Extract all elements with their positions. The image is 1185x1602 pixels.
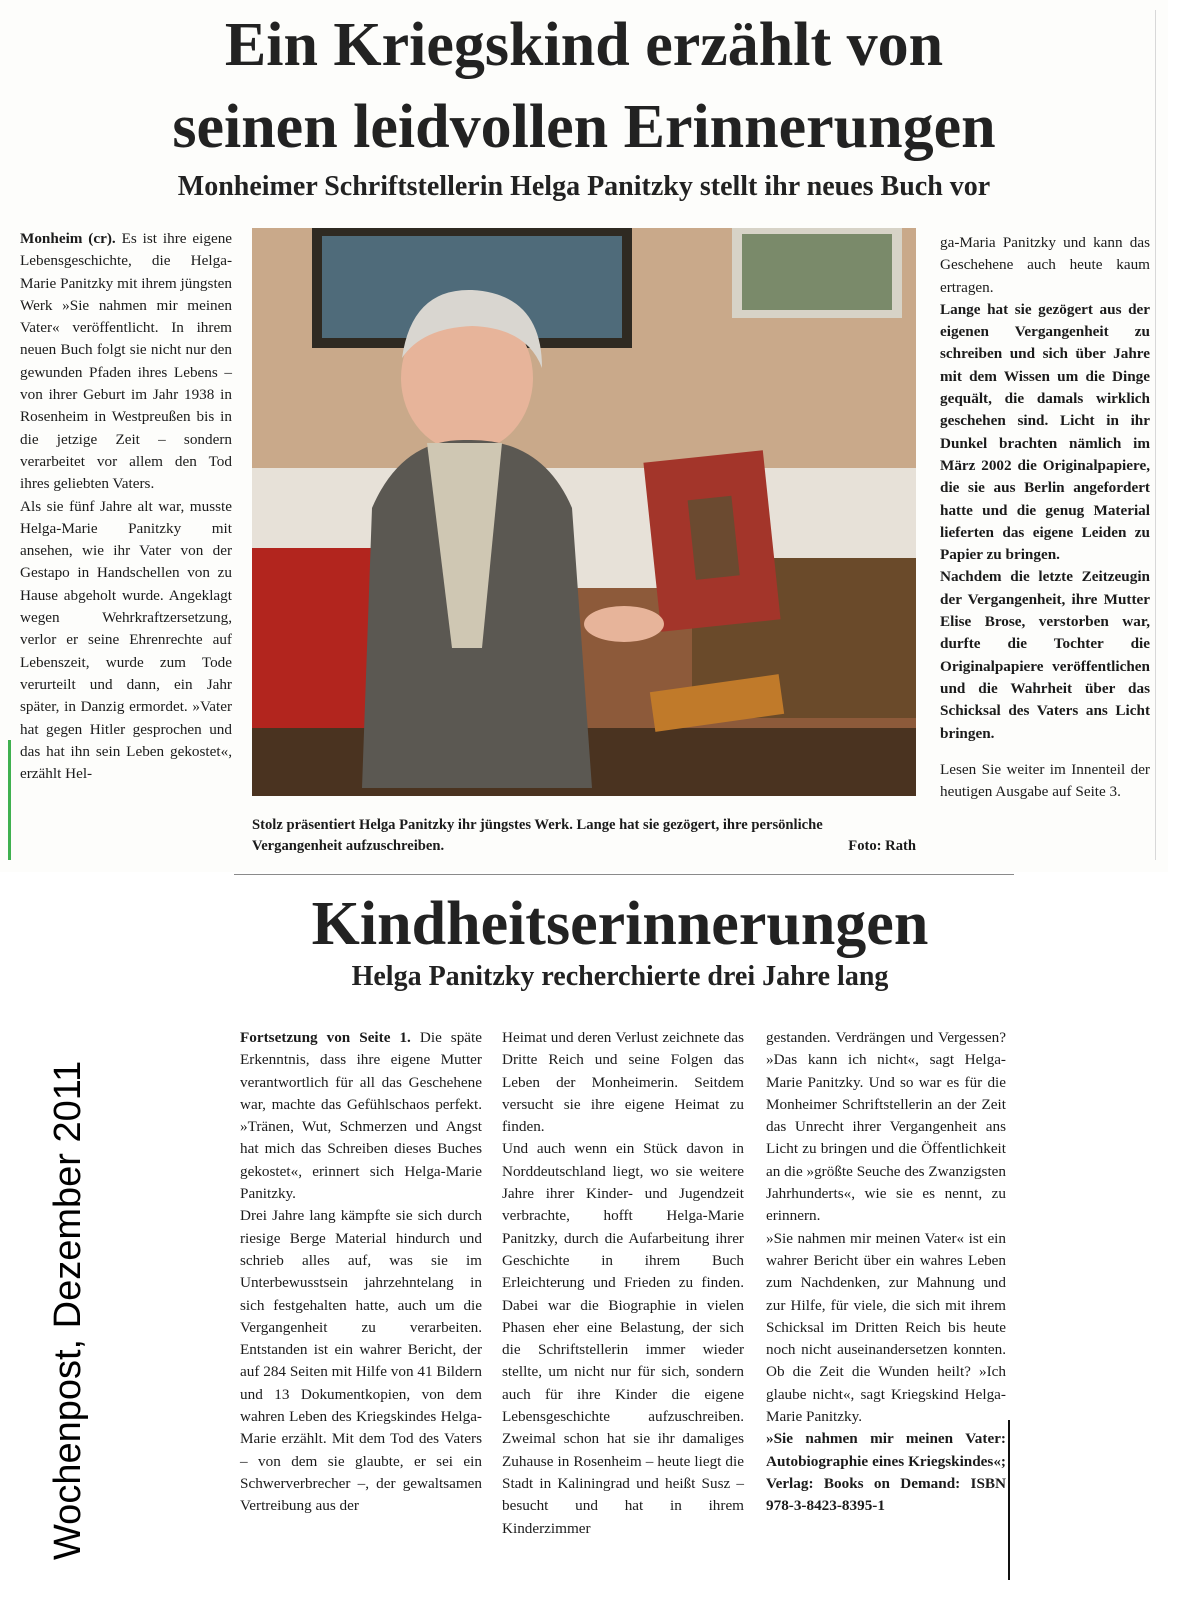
second-headline: Kindheitserinnerungen	[311, 890, 929, 958]
caption-text: Stolz präsentiert Helga Panitzky ihr jüngstes Werk. Lange hat sie gezögert, ihre persönliche Vergangenheit aufzuschreiben.	[252, 817, 823, 854]
bottom-column-3	[766, 1027, 1006, 1518]
paragraph: Es ist ihre eigene Lebensgeschichte, die Helga-Marie Panitzky mit ihrem jüngsten Werk »Sie nahmen mir meinen Vater« veröffentlicht. In ihrem neuen Buch folgt sie nicht nur den gewunden Pfaden ihres Lebens – von ihrer Geburt im Jahr 1938 in Rosenheim in Westpreußen bis in die jetzige Zeit – sondern verarbeitet vor allem den Tod ihres geliebten Vaters.	[20, 230, 233, 493]
photo-credit: Foto: Rath	[848, 838, 916, 854]
paragraph: Heimat und deren Verlust zeichnete das Dritte Reich und seine Folgen das Leben der Monheimerin. Seitdem versucht sie ihre eigene Heimat zu finden.	[502, 1029, 744, 1136]
margin-marker	[8, 740, 11, 860]
top-column-1	[20, 228, 232, 785]
paragraph: ga-Maria Panitzky und kann das Geschehene auch heute kaum ertragen.	[940, 234, 1150, 296]
crop-edge	[1008, 1420, 1010, 1580]
photo-illustration	[252, 228, 916, 796]
dateline: Monheim (cr).	[20, 230, 116, 247]
paragraph: Nachdem die letzte Zeitzeugin der Vergangenheit, ihre Mutter Elise Brose, verstorben war, durfte die Tochter die Originalpapiere veröffentlichen und die Wahrheit über das Schicksal des Vaters ans Licht bringen.	[940, 568, 1150, 742]
photo-caption	[252, 815, 916, 857]
paragraph: Drei Jahre lang kämpfte sie sich durch riesige Berge Material hindurch und schrieb alles auf, was sie im Unterbewusstsein jahrzehntelang in sich festgehalten hatte, auch um die Vergangenheit zu verarbeiten. Entstanden ist ein wahrer Bericht, der auf 284 Seiten mit Hilfe von 41 Bildern und 13 Dokumentkopien, von dem wahren Leben des Kriegskindes Helga-Marie erzählt. Mit dem Tod des Vaters – von dem sie glaubte, er sei ein Schwerverbrecher –, der gewaltsamen Vertreibung aus der	[240, 1207, 482, 1515]
second-subheadline: Helga Panitzky recherchierte drei Jahre lang	[351, 961, 889, 992]
paragraph: »Sie nahmen mir meinen Vater« ist ein wahrer Bericht über ein wahres Leben zum Nachdenken, zur Mahnung und zur Hilfe, für viele, die sich mit ihrem Schicksal im Dritten Reich bis heute noch nicht auseinandersetzen konnten. Ob die Zeit die Wunden heilt? »Ich glaube nicht«, sagt Kriegskind Helga-Marie Panitzky.	[766, 1229, 1006, 1426]
continuation-lead: Fortsetzung von Seite 1.	[240, 1029, 411, 1046]
source-label: Wochenpost, Dezember 2011	[47, 1060, 89, 1560]
bottom-column-1	[240, 1027, 482, 1518]
headline-line-2: seinen leidvollen Erinnerungen	[172, 93, 996, 161]
continuation-note: Lesen Sie weiter im Innenteil der heutigen Ausgabe auf Seite 3.	[940, 760, 1150, 801]
article-photo	[252, 228, 916, 796]
paragraph: gestanden. Verdrängen und Vergessen? »Das kann ich nicht«, sagt Helga-Marie Panitzky. Und so war es für die Monheimer Schriftstellerin an der Zeit das Unrecht ihrer Vergangenheit ans Licht zu bringen und die Öffentlichkeit an die »größte Seuche des Zwanzigsten Jahrhunderts«, wie sie es nennt, zu erinnern.	[766, 1029, 1006, 1225]
book-info: »Sie nahmen mir meinen Vater: Autobiographie eines Kriegskindes«; Verlag: Books on Demand: ISBN 978-3-8423-8395-1	[766, 1430, 1006, 1515]
clipping-divider	[234, 874, 1014, 875]
paragraph: Lange hat sie gezögert aus der eigenen Vergangenheit zu schreiben und sich über Jahre mit dem Wissen um die Dinge gequält, die damals wirklich geschehen sind. Licht in ihr Dunkel brachten nämlich im März 2002 die Originalpapiere, die sie aus Berlin angefordert hatte und die genug Material lieferten das eigene Leiden zu Papier zu bringen.	[940, 300, 1150, 564]
headline-line-1: Ein Kriegskind erzählt von	[224, 11, 944, 79]
paragraph: Und auch wenn ein Stück davon in Norddeutschland liegt, wo sie weitere Jahre ihrer Kinder- und Jugendzeit verbrachte, hofft Helga-Marie Panitzky, durch die Aufarbeitung ihrer Geschichte in ihrem Buch Erleichterung und Frieden zu finden. Dabei war die Biographie in vielen Phasen eher eine Belastung, der sich die Schriftstellerin immer wieder stellte, um nicht nur für sich, sondern auch für ihre Kinder die eigene Lebensgeschichte aufzuschreiben. Zweimal schon hat sie ihr damaliges Zuhause in Rosenheim – heute liegt die Stadt in Kaliningrad und heißt Susz – besucht und hat in ihrem Kinderzimmer	[502, 1140, 744, 1537]
top-column-3	[940, 232, 1150, 803]
bottom-column-2	[502, 1027, 744, 1540]
subheadline: Monheimer Schriftstellerin Helga Panitzky stellt ihr neues Buch vor	[177, 171, 991, 202]
paragraph: Als sie fünf Jahre alt war, musste Helga-Marie Panitzky mit ansehen, wie ihr Vater von der Gestapo in Handschellen von zu Hause abgeholt wurde. Angeklagt wegen Wehrkraftzersetzung, verlor er seine Ehrenrechte auf Lebenszeit, wurde zum Tode verurteilt und dann, ein Jahr später, in Danzig ermordet. »Vater hat gegen Hitler gesprochen und das hat ihn sein Leben gekostet«, erzählt Hel-	[20, 497, 232, 783]
paragraph: Die späte Erkenntnis, dass ihre eigene Mutter verantwortlich für all das Geschehene war, machte das Gefühlschaos perfekt. »Tränen, Wut, Schmerzen und Angst hat mich das Schreiben dieses Buches gekostet«, erinnert sich Helga-Marie Panitzky.	[240, 1029, 483, 1203]
